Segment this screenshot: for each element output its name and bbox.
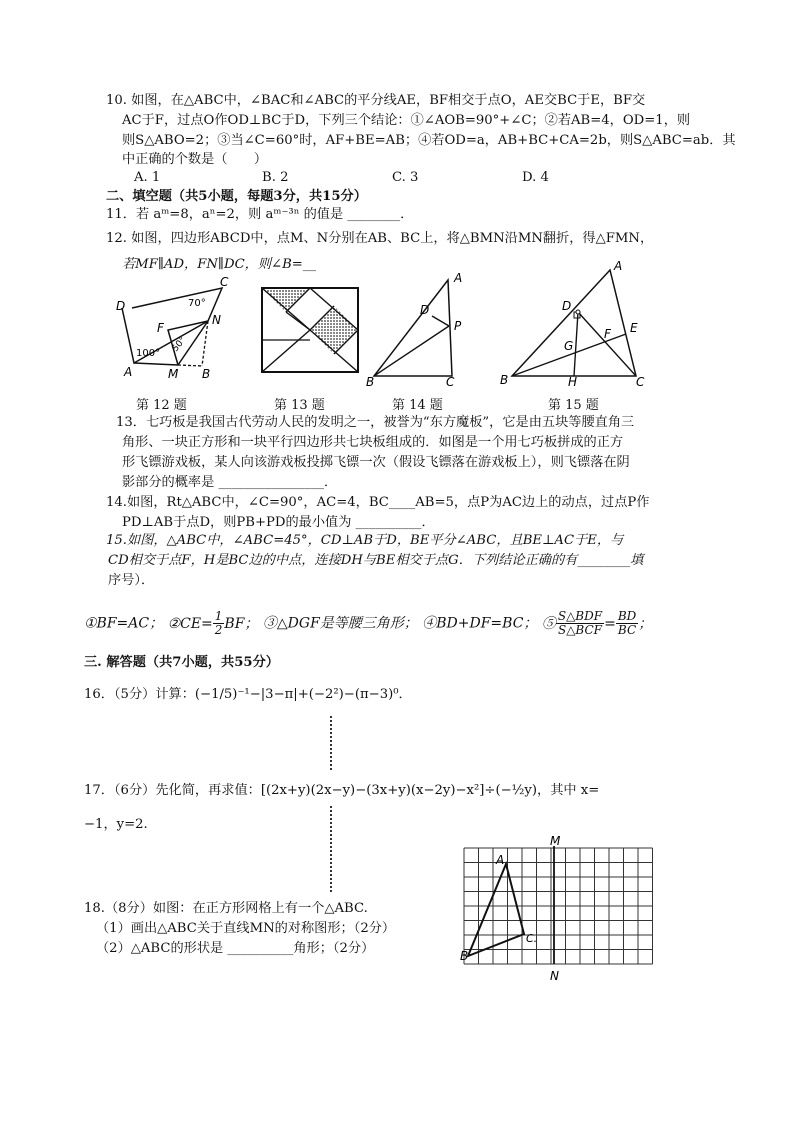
q15-choice-2: ②CE= $\frac{1}{2}$ BF；	[167, 609, 259, 637]
fig18-label-a: A	[496, 853, 505, 867]
q15-choices	[84, 610, 652, 637]
fig12-label-b: B	[202, 367, 211, 381]
fig12-label-d: D	[116, 299, 126, 313]
q13-line1: 13．七巧板是我国古代劳动人民的发明之一，被誉为“东方魔板”，它是由五块等腰直角三	[116, 415, 635, 430]
caption-q12: 第 12 题	[136, 398, 187, 413]
caption-q15: 第 15 题	[548, 398, 599, 413]
q14-line1: 14.如图，Rt△ABC中，∠C=90°，AC=4，BC____AB=5，点P为AC边上的动点，过点P作	[106, 495, 650, 510]
fig15-label-h: H	[568, 375, 578, 388]
q15-choice-4: ④BD+DF=BC；	[422, 615, 538, 632]
q12-line1: 12. 如图，四边形ABCD中，点M、N分别在AB、BC上，将△BMN沿MN翻折，得△FMN，	[106, 231, 654, 246]
fig15-label-f: F	[604, 327, 611, 341]
fig15-label-a: A	[614, 259, 623, 273]
q10-line3: 则S△ABO=2；③当∠C=60°时，AF+BE=AB；④若OD=a，AB+BC+CA=2b，则S△ABC=ab．其	[122, 133, 736, 148]
fig12-angle-70: 70°	[188, 298, 206, 309]
fig15-label-c: C	[636, 375, 645, 388]
figure-15	[496, 258, 648, 388]
q18-line3: （2）△ABC的形状是 __________角形；（2分）	[96, 941, 375, 956]
q18-line2: （1）画出△ABC关于直线MN的对称图形；（2分）	[96, 921, 396, 936]
fig14-label-c: C	[446, 375, 455, 388]
fig12-angle-100: 100°	[136, 348, 161, 359]
q10-option-b: B. 2	[262, 170, 289, 185]
q15-choice-5: ⑤ $\frac{\text{S△BDF}}{\text{S△BCF}}$ = $\frac{BD}{BC}$ ；	[541, 609, 653, 637]
fig14-label-p: P	[454, 319, 462, 333]
fig18-label-m: M	[550, 834, 561, 848]
fig15-label-g: G	[564, 339, 574, 353]
q10-option-a: A. 1	[134, 170, 161, 185]
fig12-label-c: C	[220, 275, 229, 289]
figure-12	[110, 274, 240, 386]
q15-choice-3: ③△DGF是等腰三角形；	[262, 615, 418, 632]
section2-heading: 二、填空题（共5小题，每题3分，共15分）	[106, 189, 367, 204]
fig12-label-m: M	[168, 367, 179, 381]
q17-line2: −1，y=2.	[84, 817, 148, 832]
scan-dash-1	[330, 716, 332, 770]
fig18-label-c: C.	[526, 932, 538, 945]
q15-line3: 序号）．	[108, 573, 155, 588]
fig14-label-b: B	[366, 375, 375, 388]
q15-line1: 15.如图，△ABC中，∠ABC=45°，CD⊥AB于D，BE平分∠ABC，且BE⊥AC于E，与	[106, 533, 624, 548]
q10-line4: 中正确的个数是（ ）	[122, 152, 268, 167]
q11-text: 11．若 aᵐ=8，aⁿ=2，则 aᵐ⁻³ⁿ 的值是 ________．	[106, 207, 414, 222]
q17-line1: 17．（6分）先化简，再求值：[(2x+y)(2x−y)−(3x+y)(x−2y)−x²]÷(−½y)，其中 x=	[84, 783, 600, 798]
q15-line2: CD相交于点F，H是BC边的中点，连接DH与BE相交于点G．下列结论正确的有________填	[108, 553, 644, 568]
q10-option-d: D. 4	[522, 170, 549, 185]
caption-q14: 第 14 题	[392, 398, 443, 413]
figure-14	[362, 272, 472, 388]
q10-option-c: C. 3	[392, 170, 419, 185]
figure-13	[258, 284, 362, 376]
q14-line2: PD⊥AB于点D，则PB+PD的最小值为 __________．	[122, 515, 435, 530]
caption-q13: 第 13 题	[274, 398, 325, 413]
fig18-label-b: B	[460, 949, 469, 963]
q10-line1: 10. 如图，在△ABC中，∠BAC和∠ABC的平分线AE，BF相交于点O，AE交BC于E，BF交	[106, 93, 646, 108]
q18-line1: 18.（8分）如图：在正方形网格上有一个△ABC.	[84, 901, 368, 916]
fig12-label-f: F	[157, 321, 164, 335]
q13-line3: 形飞镖游戏板，某人向该游戏板投掷飞镖一次（假设飞镖落在游戏板上），则飞镖落在阴	[122, 455, 630, 470]
q15-choice-1: ①BF=AC；	[84, 615, 164, 632]
q10-line2: AC于F，过点O作OD⊥BC于D，下列三个结论：①∠AOB=90°+∠C；②若AB=4，OD=1，则	[122, 113, 691, 128]
fig15-label-d: D	[562, 299, 572, 313]
q13-line2: 角形、一块正方形和一块平行四边形共七块板组成的．如图是一个用七巧板拼成的正方	[122, 435, 624, 450]
q12-line2: 若MF∥AD，FN∥DC，则∠B=__	[122, 257, 317, 272]
figure-18-grid	[454, 834, 664, 982]
fig12-angle-50: 50°	[170, 335, 189, 354]
fig14-label-d: D	[420, 303, 430, 317]
scan-dash-2	[330, 806, 332, 892]
q16-text: 16．（5分）计算：(−1/5)⁻¹−|3−π|+(−2²)−(π−3)⁰．	[84, 687, 412, 702]
fig18-label-n: N	[550, 969, 559, 982]
section3-heading: 三. 解答题（共7小题，共55分）	[84, 655, 279, 670]
fig12-label-a: A	[124, 365, 133, 379]
fig15-label-e: E	[630, 321, 638, 335]
fig15-label-b: B	[500, 373, 509, 387]
fig14-label-a: A	[454, 272, 463, 285]
q13-line4: 影部分的概率是 ________________．	[122, 475, 338, 490]
fig12-label-n: N	[212, 313, 221, 327]
